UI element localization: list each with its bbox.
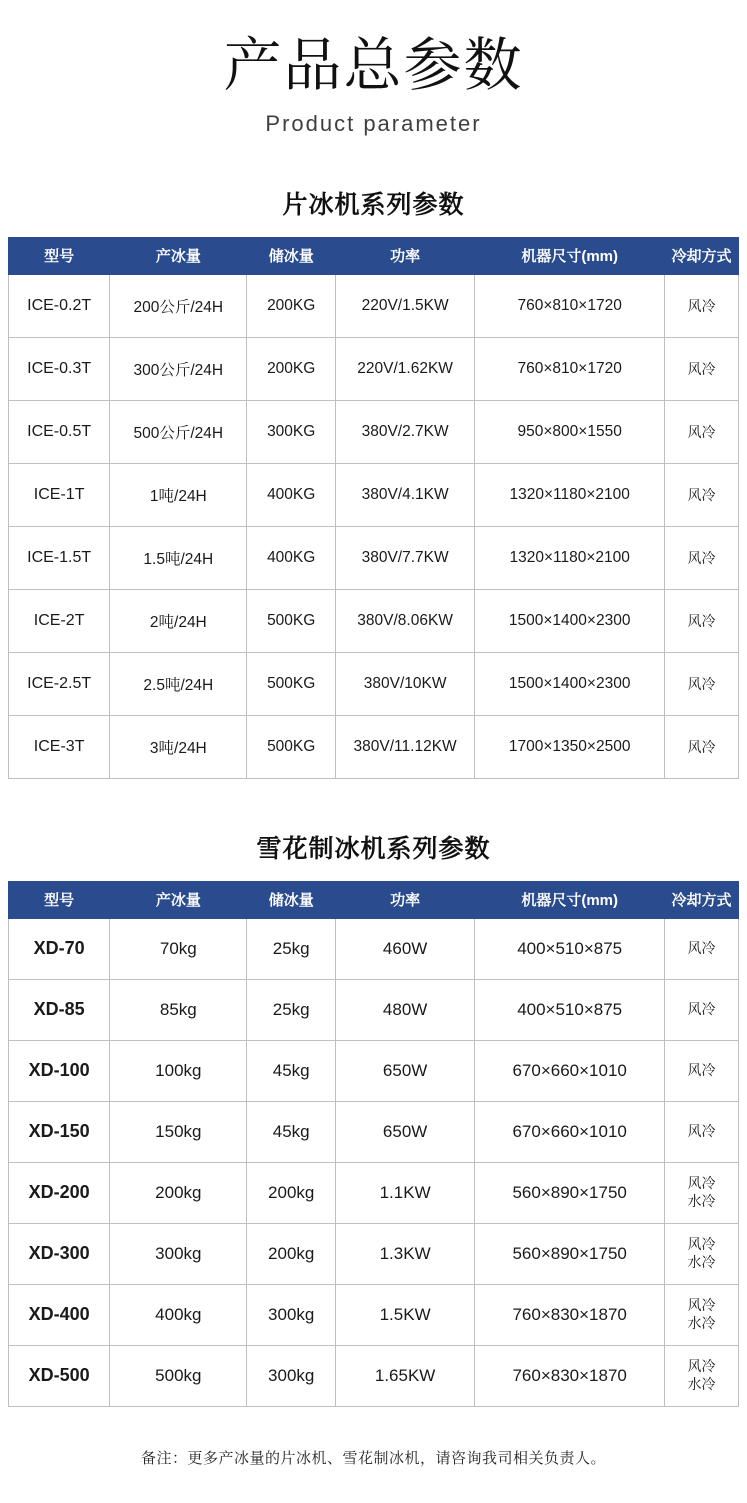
cell-cooling: 风冷 [665,918,739,979]
cell-model: XD-200 [9,1162,110,1223]
cell-dimensions: 670×660×1010 [475,1040,665,1101]
cell-power: 460W [336,918,475,979]
table-body-snowflake-ice [9,918,739,1406]
cell-ice-output: 70kg [110,918,247,979]
cell-model: XD-500 [9,1345,110,1406]
table-row [9,918,739,979]
cell-ice-output: 500公斤/24H [110,400,247,463]
table-row [9,463,739,526]
section-title-snowflake-ice: 雪花制冰机系列参数 [256,834,491,863]
col-header-power: 功率 [336,881,475,918]
cell-cooling: 风冷 [665,715,739,778]
cell-cooling: 风冷 水冷 [665,1345,739,1406]
cell-model: ICE-0.3T [9,337,110,400]
cell-model: XD-100 [9,1040,110,1101]
cell-cooling: 风冷 [665,337,739,400]
cell-model: XD-150 [9,1101,110,1162]
cell-ice-output: 100kg [110,1040,247,1101]
cell-ice-output: 300公斤/24H [110,337,247,400]
cell-ice-output: 500kg [110,1345,247,1406]
cell-power: 650W [336,1040,475,1101]
col-header-dimensions: 机器尺寸(mm) [475,881,665,918]
table-row [9,1284,739,1345]
cell-power: 1.3KW [336,1223,475,1284]
col-header-ice-output: 产冰量 [110,237,247,274]
cell-ice-storage: 25kg [247,979,336,1040]
cell-power: 220V/1.62KW [336,337,475,400]
cell-ice-storage: 45kg [247,1101,336,1162]
cell-ice-output: 1吨/24H [110,463,247,526]
cell-ice-output: 2.5吨/24H [110,652,247,715]
cell-power: 1.5KW [336,1284,475,1345]
col-header-model: 型号 [9,881,110,918]
cell-model: XD-70 [9,918,110,979]
cell-ice-output: 400kg [110,1284,247,1345]
cell-ice-output: 150kg [110,1101,247,1162]
col-header-model: 型号 [9,237,110,274]
col-header-ice-output: 产冰量 [110,881,247,918]
cell-dimensions: 400×510×875 [475,918,665,979]
table-row [9,337,739,400]
cell-ice-output: 3吨/24H [110,715,247,778]
cell-dimensions: 760×810×1720 [475,337,665,400]
cell-model: ICE-0.5T [9,400,110,463]
cell-ice-storage: 200kg [247,1223,336,1284]
cell-power: 380V/11.12KW [336,715,475,778]
table-row [9,715,739,778]
cell-power: 220V/1.5KW [336,274,475,337]
cell-model: XD-85 [9,979,110,1040]
table-row [9,652,739,715]
cell-dimensions: 1320×1180×2100 [475,526,665,589]
cell-dimensions: 1320×1180×2100 [475,463,665,526]
section-title-flake-ice: 片冰机系列参数 [282,190,465,219]
cell-model: ICE-1.5T [9,526,110,589]
cell-ice-storage: 300kg [247,1345,336,1406]
cell-power: 380V/8.06KW [336,589,475,652]
cell-model: ICE-3T [9,715,110,778]
cell-dimensions: 760×830×1870 [475,1284,665,1345]
col-header-cooling: 冷却方式 [665,881,739,918]
table-row [9,1345,739,1406]
cell-cooling: 风冷 水冷 [665,1223,739,1284]
cell-cooling: 风冷 水冷 [665,1284,739,1345]
table-row [9,274,739,337]
table-row [9,1101,739,1162]
cell-dimensions: 950×800×1550 [475,400,665,463]
col-header-ice-storage: 储冰量 [247,881,336,918]
cell-cooling: 风冷 [665,652,739,715]
table-header-row [9,881,739,918]
spec-table-snowflake-ice [8,881,739,1407]
cell-ice-storage: 200kg [247,1162,336,1223]
cell-model: ICE-2.5T [9,652,110,715]
cell-model: ICE-0.2T [9,274,110,337]
cell-ice-storage: 300KG [247,400,336,463]
cell-dimensions: 670×660×1010 [475,1101,665,1162]
cell-dimensions: 1500×1400×2300 [475,589,665,652]
cell-power: 480W [336,979,475,1040]
cell-cooling: 风冷 [665,463,739,526]
cell-cooling: 风冷 [665,274,739,337]
page-title: 产品总参数 [223,33,524,98]
cell-dimensions: 1700×1350×2500 [475,715,665,778]
table-wrap-flake-ice [0,237,747,779]
cell-power: 380V/4.1KW [336,463,475,526]
cell-ice-storage: 300kg [247,1284,336,1345]
cell-model: XD-300 [9,1223,110,1284]
cell-cooling: 风冷 [665,1040,739,1101]
spec-table-flake-ice [8,237,739,779]
cell-ice-output: 2吨/24H [110,589,247,652]
cell-ice-output: 85kg [110,979,247,1040]
cell-model: ICE-1T [9,463,110,526]
cell-cooling: 风冷 [665,526,739,589]
table-header-row [9,237,739,274]
cell-ice-output: 200kg [110,1162,247,1223]
cell-cooling: 风冷 [665,1101,739,1162]
table-row [9,400,739,463]
cell-dimensions: 760×830×1870 [475,1345,665,1406]
table-row [9,1223,739,1284]
col-header-power: 功率 [336,237,475,274]
cell-dimensions: 400×510×875 [475,979,665,1040]
cell-power: 1.1KW [336,1162,475,1223]
table-wrap-snowflake-ice [0,881,747,1407]
col-header-ice-storage: 储冰量 [247,237,336,274]
cell-ice-storage: 25kg [247,918,336,979]
table-row [9,526,739,589]
cell-dimensions: 560×890×1750 [475,1162,665,1223]
cell-cooling: 风冷 [665,400,739,463]
cell-ice-storage: 45kg [247,1040,336,1101]
table-row [9,1040,739,1101]
cell-cooling: 风冷 水冷 [665,1162,739,1223]
cell-ice-output: 200公斤/24H [110,274,247,337]
table-body-flake-ice [9,274,739,778]
cell-model: XD-400 [9,1284,110,1345]
table-row [9,979,739,1040]
cell-dimensions: 1500×1400×2300 [475,652,665,715]
page-subtitle: Product parameter [265,110,482,136]
page-header [0,0,747,143]
cell-ice-storage: 500KG [247,589,336,652]
cell-ice-storage: 200KG [247,274,336,337]
footer-note: 备注：更多产冰量的片冰机、雪花制冰机，请咨询我司相关负责人。 [140,1449,606,1467]
cell-dimensions: 560×890×1750 [475,1223,665,1284]
table-row [9,589,739,652]
cell-power: 380V/10KW [336,652,475,715]
cell-cooling: 风冷 [665,979,739,1040]
col-header-dimensions: 机器尺寸(mm) [475,237,665,274]
cell-model: ICE-2T [9,589,110,652]
cell-ice-storage: 200KG [247,337,336,400]
col-header-cooling: 冷却方式 [665,237,739,274]
cell-ice-output: 300kg [110,1223,247,1284]
cell-power: 650W [336,1101,475,1162]
cell-ice-storage: 400KG [247,463,336,526]
cell-dimensions: 760×810×1720 [475,274,665,337]
cell-power: 380V/2.7KW [336,400,475,463]
cell-ice-output: 1.5吨/24H [110,526,247,589]
cell-ice-storage: 500KG [247,652,336,715]
cell-power: 380V/7.7KW [336,526,475,589]
cell-power: 1.65KW [336,1345,475,1406]
cell-ice-storage: 400KG [247,526,336,589]
cell-cooling: 风冷 [665,589,739,652]
table-row [9,1162,739,1223]
cell-ice-storage: 500KG [247,715,336,778]
